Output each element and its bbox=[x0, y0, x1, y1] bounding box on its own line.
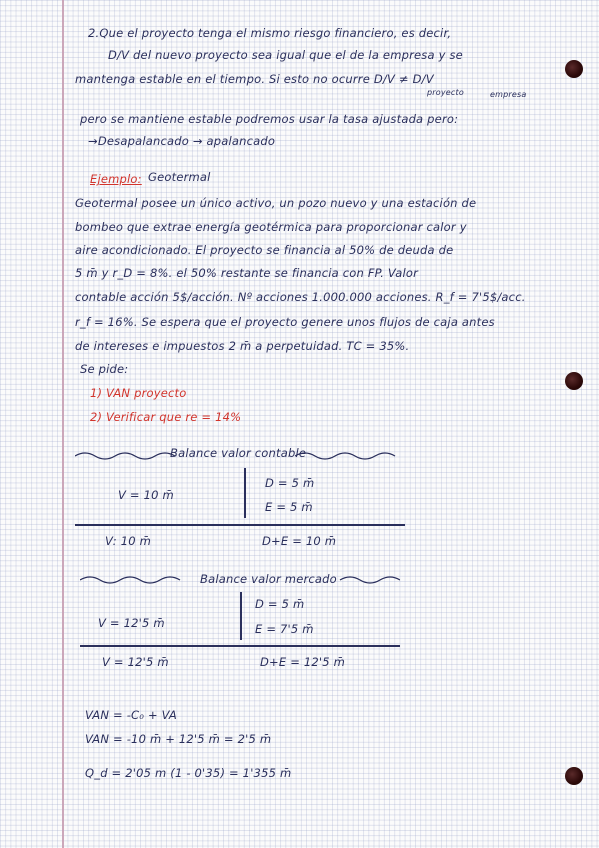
paragraph-line-7: de intereses e impuestos 2 m̄ a perpetuidad. TC = 35%. bbox=[75, 339, 410, 353]
text-line-3: mantenga estable en el tiempo. Si esto no ocurre D/V ≠ D/V bbox=[75, 72, 434, 86]
subscript-empresa: empresa bbox=[490, 90, 527, 99]
paragraph-line-6: r_f = 16%. Se espera que el proyecto genere unos flujos de caja antes bbox=[75, 315, 495, 329]
text-line-1: 2.Que el proyecto tenga el mismo riesgo financiero, es decir, bbox=[88, 26, 452, 40]
text-line-2: D/V del nuevo proyecto sea igual que el de la empresa y se bbox=[108, 48, 463, 62]
paragraph-line-8: Se pide: bbox=[80, 362, 129, 376]
paragraph-line-5: contable acción 5$/acción. Nº acciones 1.000.000 acciones. R_f = 7'5$/acc. bbox=[75, 290, 526, 304]
paragraph-line-2: bombeo que extrae energía geotérmica para proporcionar calor y bbox=[75, 220, 467, 234]
balance-contable-title: Balance valor contable bbox=[170, 446, 307, 460]
example-title: Geotermal bbox=[148, 170, 211, 184]
subscript-proyecto: proyecto bbox=[427, 88, 464, 97]
paragraph-line-3: aire acondicionado. El proyecto se financia al 50% de deuda de bbox=[75, 243, 454, 257]
text-line-5: →Desapalancado → apalancado bbox=[88, 134, 276, 148]
balance-mercado-title: Balance valor mercado bbox=[200, 572, 337, 586]
balance-contable-v: V = 10 m̄ bbox=[118, 488, 174, 502]
text-line-4: pero se mantiene estable podremos usar la tasa ajustada pero: bbox=[80, 112, 459, 126]
balance-mercado-d: D = 5 m̄ bbox=[255, 597, 305, 611]
balance-contable-total-v: V: 10 m̄ bbox=[105, 534, 151, 548]
balance-mercado-v: V = 12'5 m̄ bbox=[98, 616, 165, 630]
balance-total-line bbox=[75, 524, 405, 526]
binder-hole bbox=[565, 372, 583, 390]
balance-contable-d: D = 5 m̄ bbox=[265, 476, 315, 490]
balance-divider bbox=[240, 592, 242, 640]
balance-mercado-total-de: D+E = 12'5 m̄ bbox=[260, 655, 346, 669]
balance-contable-e: E = 5 m̄ bbox=[265, 500, 313, 514]
formula-van-definition: VAN = -C₀ + VA bbox=[85, 708, 177, 722]
example-label: Ejemplo: bbox=[90, 172, 142, 186]
paragraph-line-4: 5 m̄ y r_D = 8%. el 50% restante se financia con FP. Valor bbox=[75, 266, 419, 280]
binder-hole bbox=[565, 767, 583, 785]
question-1: 1) VAN proyecto bbox=[90, 386, 187, 400]
paragraph-line-1: Geotermal posee un único activo, un pozo nuevo y una estación de bbox=[75, 196, 477, 210]
balance-mercado-e: E = 7'5 m̄ bbox=[255, 622, 314, 636]
balance-mercado-total-v: V = 12'5 m̄ bbox=[102, 655, 169, 669]
formula-qd: Q_d = 2'05 m (1 - 0'35) = 1'355 m̄ bbox=[85, 766, 292, 780]
binder-hole bbox=[565, 60, 583, 78]
balance-contable-total-de: D+E = 10 m̄ bbox=[262, 534, 337, 548]
notebook-margin-line bbox=[62, 0, 64, 848]
balance-total-line bbox=[80, 645, 400, 647]
question-2: 2) Verificar que re = 14% bbox=[90, 410, 242, 424]
balance-divider bbox=[244, 468, 246, 518]
formula-van-result: VAN = -10 m̄ + 12'5 m̄ = 2'5 m̄ bbox=[85, 732, 272, 746]
